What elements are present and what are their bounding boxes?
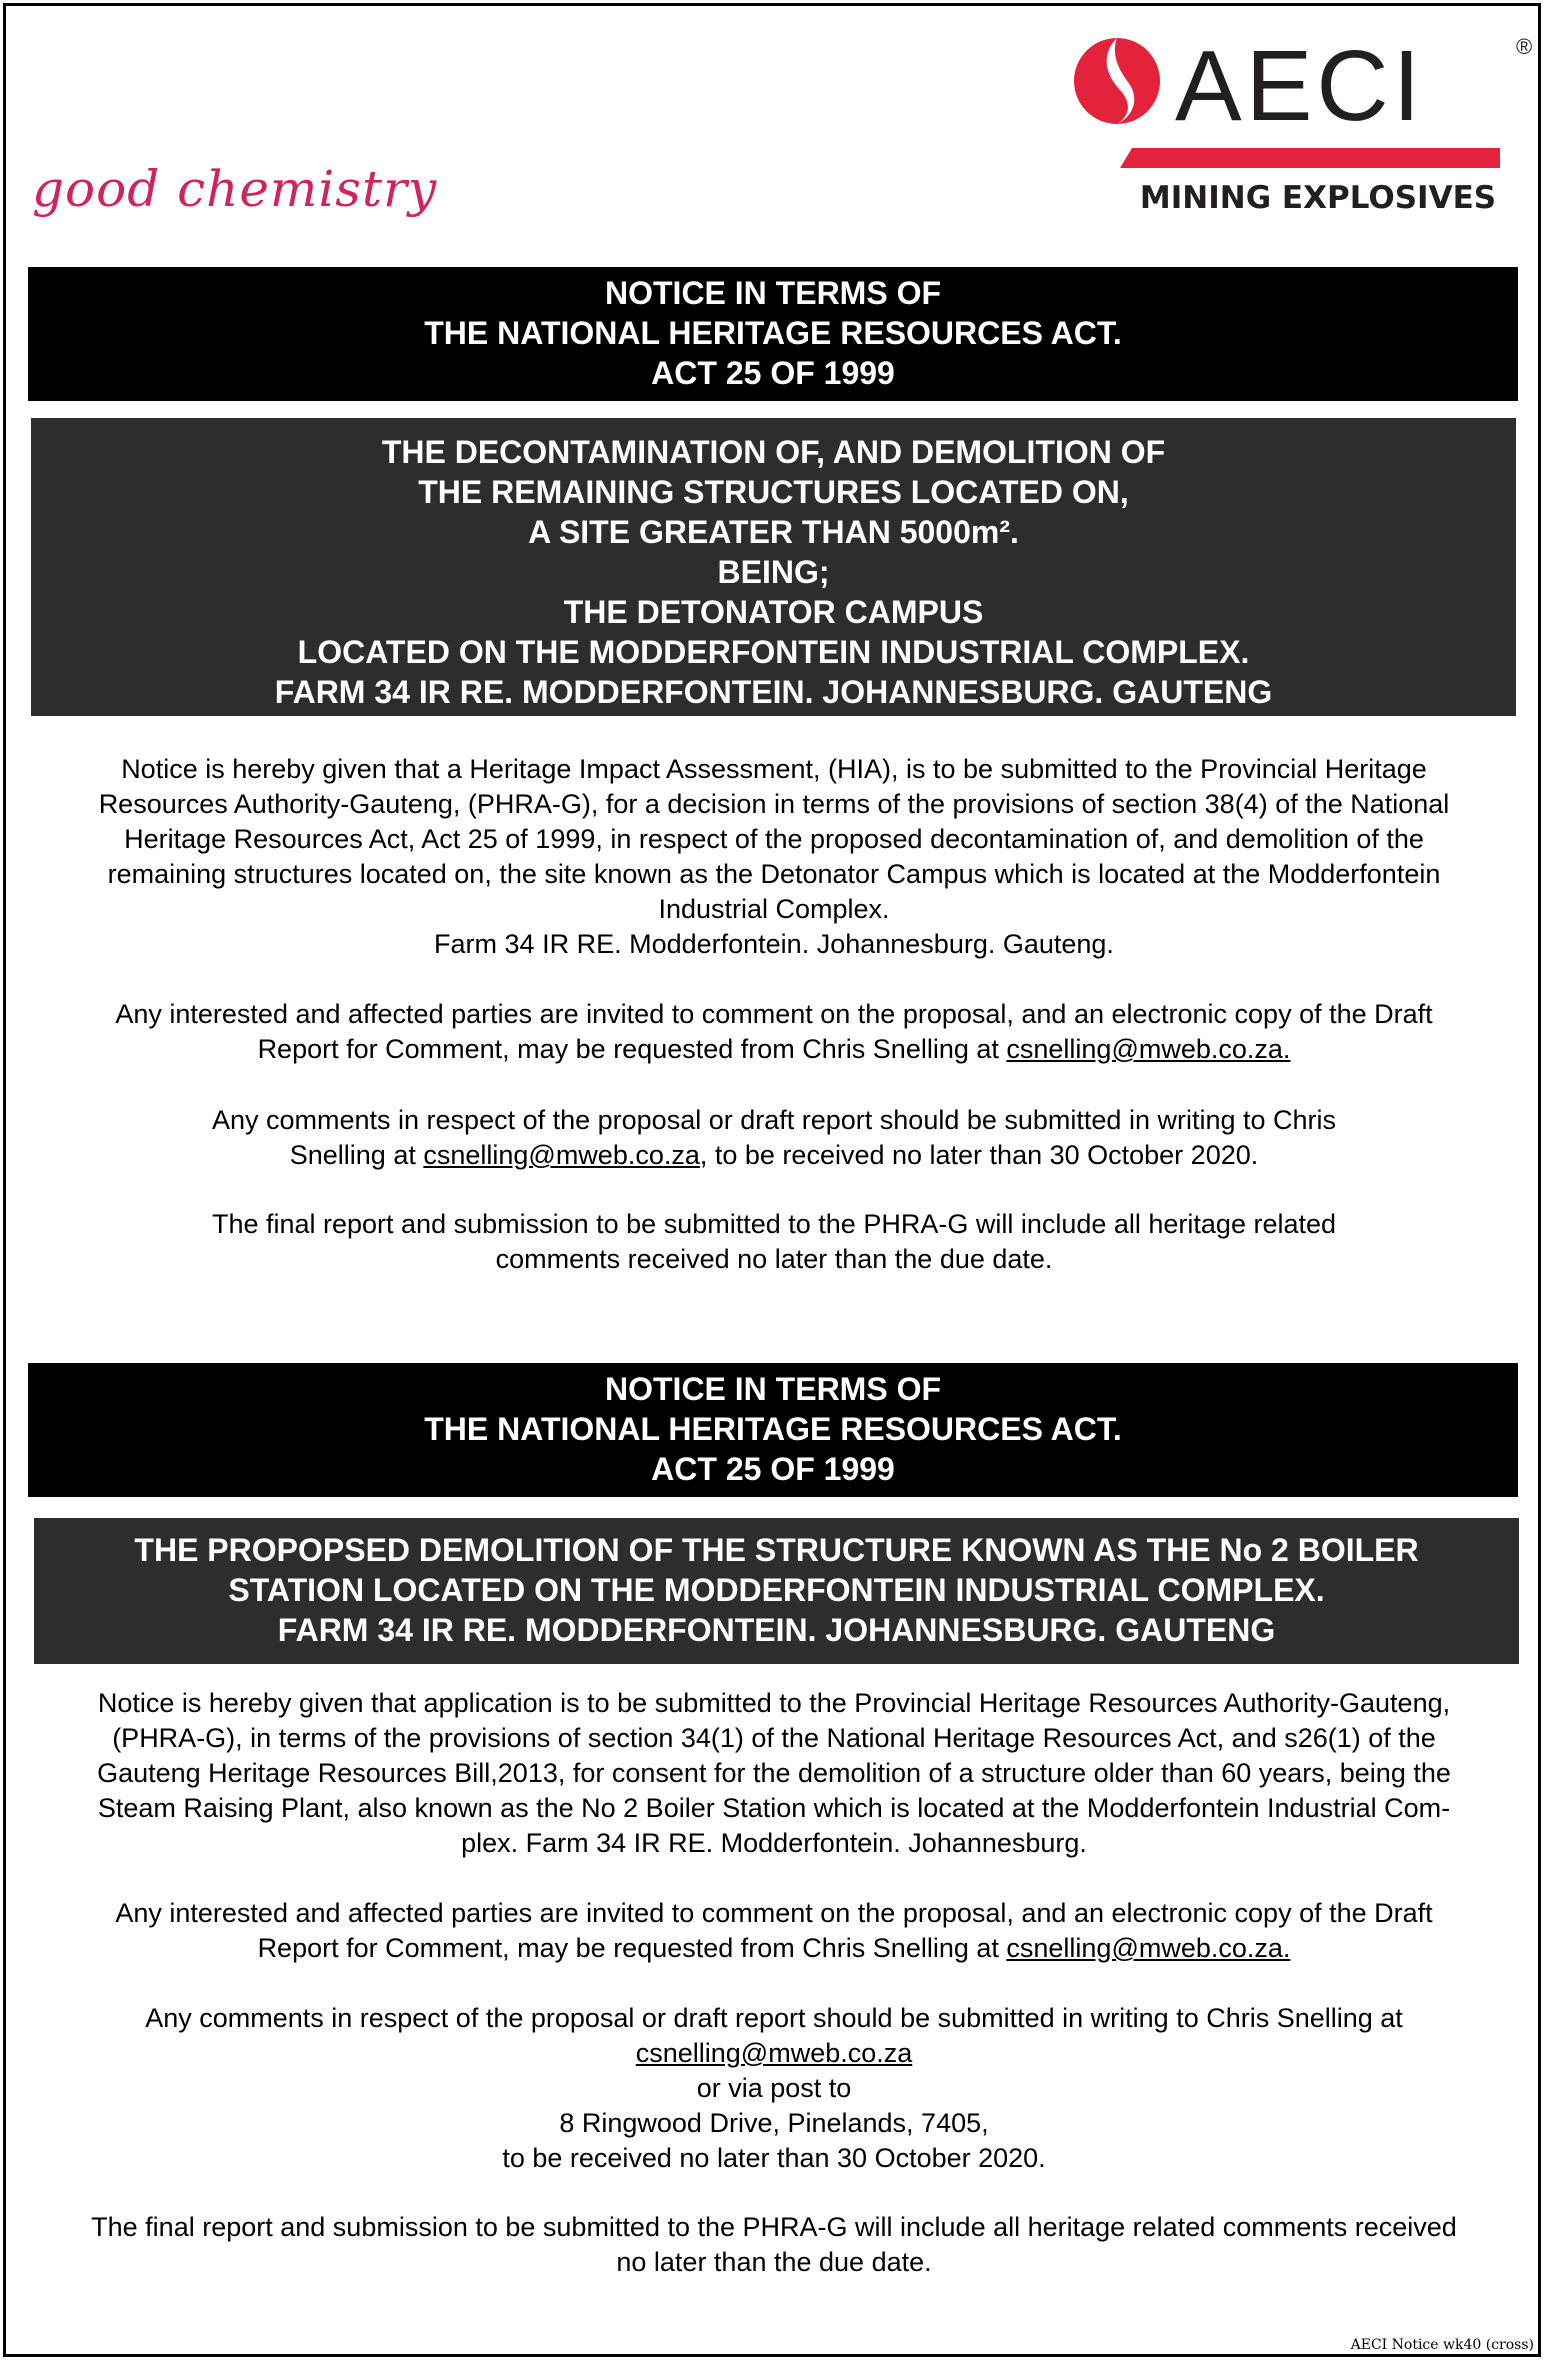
notice1-header-line: THE NATIONAL HERITAGE RESOURCES ACT. <box>424 315 1122 351</box>
notice1-title-line: THE DECONTAMINATION OF, AND DEMOLITION OF <box>381 434 1166 470</box>
notice1-title-line: THE DETONATOR CAMPUS <box>563 594 984 630</box>
text-line: plex. Farm 34 IR RE. Modderfontein. Johannesburg. <box>461 1828 1087 1858</box>
notice1-title-line: A SITE GREATER THAN 5000m². <box>528 514 1019 550</box>
notice2-header-line: THE NATIONAL HERITAGE RESOURCES ACT. <box>424 1411 1122 1447</box>
email-link[interactable]: csnelling@mweb.co.za. <box>1006 1933 1291 1963</box>
text-line: or via post to <box>696 2073 852 2103</box>
notice2-title <box>34 1518 1519 1664</box>
notice1-paragraph-3 <box>36 1103 1512 1173</box>
notice1-title <box>31 418 1516 716</box>
text-line: comments received no later than the due date. <box>495 1244 1053 1274</box>
email-link[interactable]: csnelling@mweb.co.za <box>635 2038 913 2068</box>
notice1-header <box>28 267 1518 401</box>
notice2-header <box>28 1363 1518 1497</box>
text-line: Farm 34 IR RE. Modderfontein. Johannesburg. Gauteng. <box>434 929 1114 959</box>
text-line: Any interested and affected parties are invited to comment on the proposal, and an electronic copy of the Draft <box>115 1898 1433 1928</box>
email-link[interactable]: csnelling@mweb.co.za. <box>1006 1034 1291 1064</box>
notice2-title-line: THE PROPOPSED DEMOLITION OF THE STRUCTURE KNOWN AS THE No 2 BOILER <box>134 1532 1419 1568</box>
tagline: good chemistry <box>32 160 438 218</box>
text-line: Gauteng Heritage Resources Bill,2013, for consent for the demolition of a structure older than 60 years, being the <box>97 1758 1451 1788</box>
aeci-logo <box>1070 30 1540 220</box>
text-line: to be received no later than 30 October 2020. <box>502 2143 1046 2173</box>
notice1-paragraph-2 <box>36 997 1512 1067</box>
notice1-header-line: NOTICE IN TERMS OF <box>605 275 941 311</box>
notice1-title-line: THE REMAINING STRUCTURES LOCATED ON, <box>418 474 1129 510</box>
text-line: The final report and submission to be submitted to the PHRA-G will include all heritage related <box>211 1209 1337 1239</box>
footer-code: AECI Notice wk40 (cross) <box>1350 2337 1534 2353</box>
text-fragment: , to be received no later than 30 October 2020. <box>699 1140 1259 1170</box>
logo-wordmark: AECI <box>1175 30 1425 142</box>
text-line <box>36 1138 1512 1173</box>
text-line: Any interested and affected parties are invited to comment on the proposal, and an electronic copy of the Draft <box>115 999 1433 1029</box>
notice1-header-line: ACT 25 OF 1999 <box>651 355 895 391</box>
notice2-header-line: NOTICE IN TERMS OF <box>605 1371 941 1407</box>
text-fragment: Report for Comment, may be requested from Chris Snelling at <box>257 1933 1007 1963</box>
text-fragment: Snelling at <box>289 1140 424 1170</box>
notice2-header-line: ACT 25 OF 1999 <box>651 1451 895 1487</box>
logo-red-bar <box>1120 148 1500 168</box>
text-line: (PHRA-G), in terms of the provisions of section 34(1) of the National Heritage Resources Act, and s26(1) of the <box>112 1723 1436 1753</box>
text-line: Notice is hereby given that a Heritage Impact Assessment, (HIA), is to be submitted to the Provincial Heritage <box>121 754 1427 784</box>
text-line: The final report and submission to be submitted to the PHRA-G will include all heritage related comments received <box>91 2212 1457 2242</box>
notice2-paragraph-3 <box>36 2001 1512 2176</box>
text-line: Steam Raising Plant, also known as the No 2 Boiler Station which is located at the Modderfontein Industrial Com- <box>97 1793 1451 1823</box>
text-line: 8 Ringwood Drive, Pinelands, 7405, <box>559 2108 989 2138</box>
text-line: Heritage Resources Act, Act 25 of 1999, in respect of the proposed decontamination of, and demolition of the <box>124 824 1424 854</box>
notice2-title-line: STATION LOCATED ON THE MODDERFONTEIN INDUSTRIAL COMPLEX. <box>228 1572 1325 1608</box>
notice1-title-line: FARM 34 IR RE. MODDERFONTEIN. JOHANNESBURG. GAUTENG <box>274 674 1273 710</box>
notice2-title-line: FARM 34 IR RE. MODDERFONTEIN. JOHANNESBURG. GAUTENG <box>277 1612 1276 1648</box>
text-fragment: Report for Comment, may be requested from Chris Snelling at <box>257 1034 1007 1064</box>
text-line: Any comments in respect of the proposal or draft report should be submitted in writing to Chris <box>211 1105 1337 1135</box>
notice1-paragraph-4 <box>36 1207 1512 1277</box>
email-link[interactable]: csnelling@mweb.co.za <box>423 1140 700 1170</box>
text-line <box>36 1032 1512 1067</box>
notice1-paragraph-1 <box>36 752 1512 962</box>
text-line: Resources Authority-Gauteng, (PHRA-G), for a decision in terms of the provisions of section 38(4) of the National <box>98 789 1450 819</box>
notice2-paragraph-2 <box>36 1896 1512 1966</box>
registered-mark: ® <box>1516 34 1533 59</box>
text-line <box>36 2036 1512 2071</box>
text-line: remaining structures located on, the site known as the Detonator Campus which is located at the Modderfontein <box>107 859 1441 889</box>
notice2-paragraph-4 <box>36 2210 1512 2280</box>
notice1-title-line: BEING; <box>717 554 830 590</box>
division-label: MINING EXPLOSIVES <box>1139 180 1497 216</box>
text-line: Notice is hereby given that application is to be submitted to the Provincial Heritage Resources Authority-Gauteng, <box>97 1688 1451 1718</box>
notice2-paragraph-1 <box>36 1686 1512 1861</box>
notice1-title-line: LOCATED ON THE MODDERFONTEIN INDUSTRIAL COMPLEX. <box>297 634 1250 670</box>
text-line: Industrial Complex. <box>658 894 890 924</box>
text-line <box>36 1931 1512 1966</box>
text-line: no later than the due date. <box>616 2247 932 2277</box>
text-line: Any comments in respect of the proposal or draft report should be submitted in writing to Chris Snelling at <box>145 2003 1403 2033</box>
